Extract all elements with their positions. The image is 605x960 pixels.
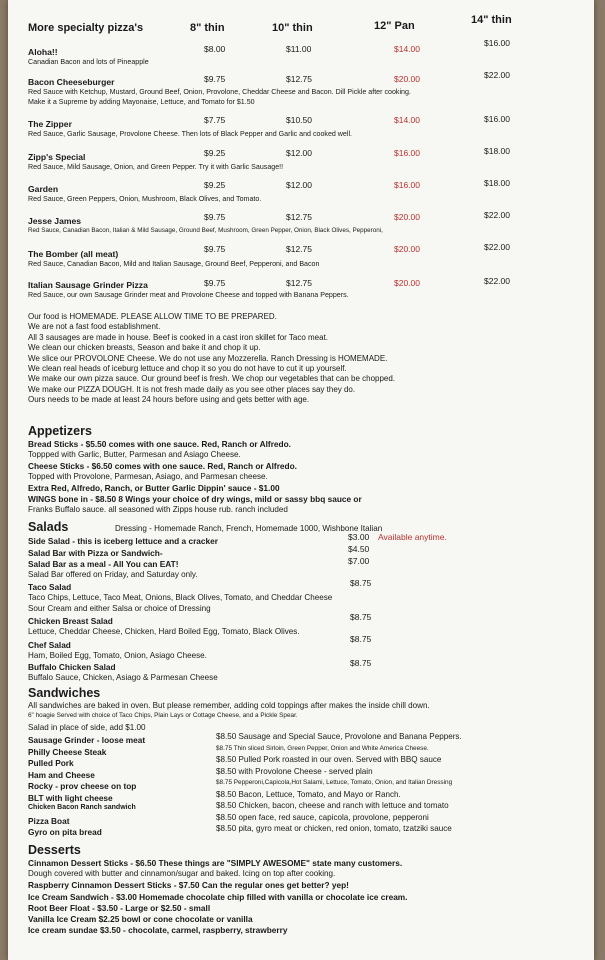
salad-bar-pizza-name: Salad Bar with Pizza or Sandwich- xyxy=(28,548,163,558)
appetizer-line: Extra Red, Alfredo, Ranch, or Butter Garlic Dippin' sauce - $1.00 xyxy=(28,483,280,493)
buffalo-salad-name: Buffalo Chicken Salad xyxy=(28,662,116,672)
appetizer-line: Topped with Provolone, Parmesan, Asiago, and Parmesan cheese. xyxy=(28,472,268,481)
taco-salad-desc-2: Sour Cream and either Salsa or choice of Dressing xyxy=(28,604,211,613)
price-10-thin: $12.00 xyxy=(286,148,312,158)
dessert-line: Vanilla Ice Cream $2.25 bowl or cone chocolate or vanilla xyxy=(28,914,253,924)
price-14-thin: $18.00 xyxy=(484,178,510,188)
note-line: Ours needs to be made at least 24 hours before using and gets better with age. xyxy=(28,395,310,405)
sandwich-description: $8.50 pita, gyro meat or chicken, red onion, tomato, tzatziki sauce xyxy=(216,824,452,833)
price-12-pan: $20.00 xyxy=(394,212,420,222)
sandwich-name: Philly Cheese Steak xyxy=(28,746,107,757)
side-salad-price: $3.00 xyxy=(348,532,370,542)
sandwich-description: $8.50 open face, red sauce, capicola, provolone, pepperoni xyxy=(216,812,429,822)
pizza-name: Bacon Cheeseburger xyxy=(28,77,115,87)
price-8-thin: $9.75 xyxy=(204,212,226,222)
taco-salad-price: $8.75 xyxy=(350,578,372,588)
price-12-pan: $16.00 xyxy=(394,180,420,190)
price-10-thin: $12.75 xyxy=(286,244,312,254)
price-12-pan: $20.00 xyxy=(394,244,420,254)
menu-page xyxy=(8,0,594,960)
side-salad-note: Available anytime. xyxy=(378,532,447,542)
price-14-thin: $22.00 xyxy=(484,70,510,80)
price-12-pan: $14.00 xyxy=(394,44,420,54)
dessert-line: Ice cream sundae $3.50 - chocolate, carmel, raspberry, strawberry xyxy=(28,925,288,936)
note-line: We clean our chicken breasts, Season and bake it and chop it up. xyxy=(28,343,261,353)
price-12-pan: $16.00 xyxy=(394,148,420,158)
appetizer-line: Franks Buffalo sauce. all seasoned with Zipps house rub. ranch included xyxy=(28,505,288,514)
pizza-description: Red Sauce, our own Sausage Grinder meat and Provolone Cheese and topped with Banana Peppers. xyxy=(28,291,349,299)
sandwiches-intro: All sandwiches are baked in oven. But please remember, adding cold toppings after makes the inside chill down. xyxy=(28,701,430,710)
appetizer-line: Toppped with Garlic, Butter, Parmesan and Asiago Cheese. xyxy=(28,450,241,459)
dessert-line: Ice Cream Sandwich - $3.00 Homemade chocolate chip filled with vanilla or chocolate ice cream. xyxy=(28,891,408,902)
sandwich-name: Pizza Boat xyxy=(28,815,70,826)
sandwich-name: Sausage Grinder - loose meat xyxy=(28,735,146,745)
pizza-name: Garden xyxy=(28,184,59,194)
sandwich-description: $8.50 Sausage and Special Sauce, Provolone and Banana Peppers. xyxy=(216,732,462,741)
sandwich-description: $8.50 Pulled Pork roasted in our oven. Served with BBQ sauce xyxy=(216,755,442,764)
note-line: Our food is HOMEMADE. PLEASE ALLOW TIME TO BE PREPARED. xyxy=(28,312,277,321)
note-line: All 3 sausages are made in house. Beef is cooked in a cast iron skillet for Taco meat. xyxy=(28,332,329,342)
pizza-name: The Bomber (all meat) xyxy=(28,249,119,259)
column-header-14-thin: 14" thin xyxy=(471,14,512,26)
pizza-description: Red Sauce, Canadian Bacon, Mild and Italian Sausage, Ground Beef, Pepperoni, and Bacon xyxy=(28,260,320,268)
dessert-line: Raspberry Cinnamon Dessert Sticks - $7.50 Can the regular ones get better? yep! xyxy=(28,880,349,891)
taco-salad-name: Taco Salad xyxy=(28,582,72,592)
column-header-12-pan: 12" Pan xyxy=(374,20,415,32)
note-line: We slice our PROVOLONE Cheese. We do not use any Mozzerella. Ranch Dressing is HOMEMADE. xyxy=(28,353,388,363)
sandwich-description: $8.75 Thin sliced Sirloin, Green Pepper, Onion and White America Cheese. xyxy=(216,744,429,752)
sandwich-description: $8.50 with Provolone Cheese - served plain xyxy=(216,766,373,776)
buffalo-salad-price: $8.75 xyxy=(350,658,372,668)
pizza-description-2: Make it a Supreme by adding Mayonaise, Lettuce, and Tomato for $1.50 xyxy=(28,98,255,106)
pizza-description: Red Sauce with Ketchup, Mustard, Ground Beef, Onion, Provolone, Cheddar Cheese and Bacon. Dill Pickle after cooking. xyxy=(28,88,411,96)
desserts-heading: Desserts xyxy=(28,843,81,857)
sandwich-name: Rocky - prov cheese on top xyxy=(28,781,137,791)
price-14-thin: $18.00 xyxy=(484,146,510,156)
page-title: More specialty pizza's xyxy=(28,22,144,34)
price-10-thin: $11.00 xyxy=(286,44,312,54)
taco-salad-desc: Taco Chips, Lettuce, Taco Meat, Onions, Black Olives, Tomato, and Cheddar Cheese xyxy=(28,593,333,602)
sandwich-name: Chicken Bacon Ranch sandwich xyxy=(28,804,136,811)
pizza-name: Jesse James xyxy=(28,216,82,226)
price-14-thin: $16.00 xyxy=(484,114,510,124)
pizza-description: Red Sauce, Garlic Sausage, Provolone Cheese. Then lots of Black Pepper and Garlic and cooked well. xyxy=(28,130,353,138)
chef-salad-price: $8.75 xyxy=(350,634,372,644)
chicken-salad-desc: Lettuce, Cheddar Cheese, Chicken, Hard Boiled Egg, Tomato, Black Olives. xyxy=(28,627,300,636)
sandwiches-sides: 6" hoagie Served with choice of Taco Chips, Plain Lays or Cottage Cheese, and a Pickle Spear. xyxy=(28,712,298,719)
chef-salad-name: Chef Salad xyxy=(28,640,71,650)
pizza-name: Zipp's Special xyxy=(28,152,86,162)
salad-bar-pizza-price: $4.50 xyxy=(348,544,370,554)
side-salad-name: Side Salad - this is iceberg lettuce and a cracker xyxy=(28,536,218,546)
column-header-10-thin: 10" thin xyxy=(272,22,313,34)
sandwich-name: BLT with light cheese xyxy=(28,792,113,803)
price-14-thin: $22.00 xyxy=(484,276,510,286)
appetizer-line: Cheese Sticks - $6.50 comes with one sauce. Red, Ranch or Alfredo. xyxy=(28,461,297,471)
appetizers-heading: Appetizers xyxy=(28,424,92,438)
sandwich-name: Pulled Pork xyxy=(28,758,74,768)
price-10-thin: $10.50 xyxy=(286,115,312,125)
pizza-description: Canadian Bacon and lots of Pineapple xyxy=(28,58,149,66)
price-10-thin: $12.00 xyxy=(286,180,312,190)
dessert-line: Dough covered with butter and cinnamon/sugar and baked. Icing on top after cooking. xyxy=(28,869,336,879)
sandwiches-heading: Sandwiches xyxy=(28,686,101,700)
price-8-thin: $9.75 xyxy=(204,244,226,254)
price-8-thin: $7.75 xyxy=(204,115,226,125)
price-8-thin: $9.25 xyxy=(204,180,226,190)
salad-bar-meal-price: $7.00 xyxy=(348,556,370,566)
chicken-salad-price: $8.75 xyxy=(350,612,372,622)
price-10-thin: $12.75 xyxy=(286,212,312,222)
pizza-name: The Zipper xyxy=(28,119,72,129)
sandwich-description: $8.50 Bacon, Lettuce, Tomato, and Mayo or Ranch. xyxy=(216,789,401,799)
price-10-thin: $12.75 xyxy=(286,74,312,84)
pizza-description: Red Sauce, Green Peppers, Onion, Mushroom, Black Olives, and Tomato. xyxy=(28,195,262,203)
note-line: We clean real heads of iceburg lettuce and chop it so you do not have to cut it up yourself. xyxy=(28,364,347,373)
note-line: We are not a fast food establishment. xyxy=(28,322,161,332)
chicken-salad-name: Chicken Breast Salad xyxy=(28,616,113,626)
salad-bar-note: Salad Bar offered on Friday, and Saturday only. xyxy=(28,570,198,579)
price-14-thin: $22.00 xyxy=(484,210,510,220)
sandwich-name: Gyro on pita bread xyxy=(28,827,102,837)
price-10-thin: $12.75 xyxy=(286,278,312,288)
pizza-name: Aloha!! xyxy=(28,47,58,57)
appetizer-line: Bread Sticks - $5.50 comes with one sauce. Red, Ranch or Alfredo. xyxy=(28,439,291,449)
pizza-name: Italian Sausage Grinder Pizza xyxy=(28,280,148,290)
buffalo-salad-desc: Buffalo Sauce, Chicken, Asiago & Parmesan Cheese xyxy=(28,673,218,682)
note-line: We make our PIZZA DOUGH. It is not fresh made daily as you see other places say they do. xyxy=(28,384,356,394)
price-8-thin: $8.00 xyxy=(204,44,226,54)
note-line: We make our own pizza sauce. Our ground beef is fresh. We chop our vegetables that can be chopped. xyxy=(28,374,396,384)
price-8-thin: $9.25 xyxy=(204,148,226,158)
salads-heading: Salads xyxy=(28,520,69,534)
sandwiches-salad-option: Salad in place of side, add $1.00 xyxy=(28,723,146,732)
dessert-line: Root Beer Float - $3.50 - Large or $2.50 - small xyxy=(28,902,211,913)
salad-bar-meal-name: Salad Bar as a meal - All You can EAT! xyxy=(28,559,179,569)
pizza-description: Red Sauce, Canadian Bacon, Italian & Mild Sausage, Ground Beef, Mushroom, Green Pepper, Onion, Black Olives, Pepperoni, xyxy=(28,227,383,234)
price-8-thin: $9.75 xyxy=(204,278,226,288)
column-header-8-thin: 8" thin xyxy=(190,22,225,34)
price-12-pan: $14.00 xyxy=(394,115,420,125)
price-8-thin: $9.75 xyxy=(204,74,226,84)
pizza-description: Red Sauce, Mild Sausage, Onion, and Green Pepper. Try it with Garlic Sausage!! xyxy=(28,163,284,171)
sandwich-description: $8.75 Pepperoni,Capicola,Hot Salami, Lettuce, Tomato, Onion, and Italian Dressing xyxy=(216,779,453,786)
price-12-pan: $20.00 xyxy=(394,74,420,84)
price-12-pan: $20.00 xyxy=(394,278,420,288)
price-14-thin: $22.00 xyxy=(484,242,510,252)
sandwich-description: $8.50 Chicken, bacon, cheese and ranch with lettuce and tomato xyxy=(216,801,449,810)
chef-salad-desc: Ham, Boiled Egg, Tomato, Onion, Asiago Cheese. xyxy=(28,651,207,660)
salad-dressings: Dressing - Homemade Ranch, French, Homemade 1000, Wishbone Italian xyxy=(115,524,383,533)
appetizer-line: WINGS bone in - $8.50 8 Wings your choice of dry wings, mild or sassy bbq sauce or xyxy=(28,494,362,504)
price-14-thin: $16.00 xyxy=(484,38,510,48)
sandwich-name: Ham and Cheese xyxy=(28,769,95,780)
dessert-line: Cinnamon Dessert Sticks - $6.50 These things are "SIMPLY AWESOME" state many customers. xyxy=(28,858,403,868)
